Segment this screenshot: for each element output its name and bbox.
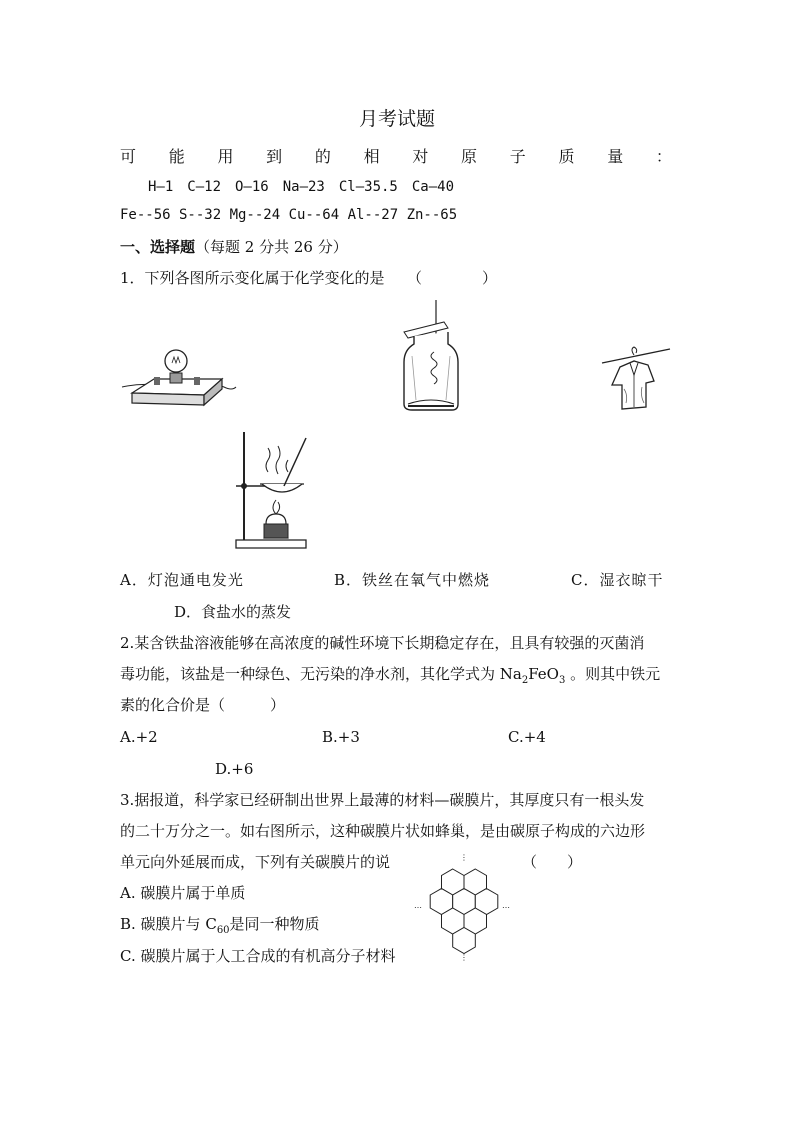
- q2-line2-prefix: 毒功能，该盐是一种绿色、无污染的净水剂，其化学式为 Na: [120, 665, 522, 683]
- evaporating-dish-on-burner-icon: [232, 428, 324, 552]
- q1-option-a: A．灯泡通电发光: [120, 571, 244, 589]
- atomic-masses-line1: H—1 C—12 O—16 Na—23 Cl—35.5 Ca—40: [148, 179, 455, 195]
- atomic-mass-label-char: 量: [607, 147, 624, 166]
- q2-option-b: B.+3: [322, 728, 360, 746]
- q3-option-a: A. 碳膜片属于单质: [120, 884, 246, 902]
- q3-line2: 的二十万分之一。如右图所示，这种碳膜片状如蜂巢，是由碳原子构成的六边形: [120, 822, 646, 840]
- q1-option-b: B．铁丝在氧气中燃烧: [334, 571, 491, 589]
- atomic-mass-label: [120, 144, 672, 167]
- iron-wire-in-oxygen-jar-icon: [398, 300, 464, 414]
- atomic-mass-label-char: 可: [120, 147, 137, 166]
- page-title: 月考试题: [358, 108, 435, 130]
- q2-formula-sub1: 2: [521, 675, 529, 686]
- q3-option-b: [120, 914, 320, 941]
- q2-line3: 素的化合价是（ ）: [120, 696, 286, 714]
- atomic-masses-line2: Fe--56 S--32 Mg--24 Cu--64 Al--27 Zn--65: [120, 207, 458, 223]
- q3-line3-right: （ ）: [522, 853, 583, 871]
- q3-option-c: C. 碳膜片属于人工合成的有机高分子材料: [120, 947, 396, 965]
- atomic-mass-label-char: 质: [558, 147, 575, 166]
- section-heading-bold: 一、选择题: [120, 238, 196, 256]
- q1-option-c: C．湿衣晾干: [571, 571, 664, 589]
- q2-option-c: C.+4: [508, 728, 546, 746]
- q3-line1: 3.据报道，科学家已经研制出世界上最薄的材料—碳膜片，其厚度只有一根头发: [120, 791, 645, 809]
- q2-line1: 2.某含铁盐溶液能够在高浓度的碱性环境下长期稳定存在，且具有较强的灭菌消: [120, 634, 645, 652]
- q3-option-b-prefix: B. 碳膜片与 C: [120, 915, 217, 933]
- light-bulb-circuit-icon: [120, 345, 240, 415]
- atomic-mass-label-char: 子: [509, 147, 526, 166]
- q1-stem: 1．下列各图所示变化属于化学变化的是 （ ）: [120, 269, 498, 287]
- svg-text:⋮: ⋮: [460, 853, 468, 862]
- atomic-mass-label-char: ：: [655, 147, 672, 166]
- atomic-mass-label-char: 到: [266, 147, 283, 166]
- q2-option-d: D.+6: [215, 760, 254, 778]
- carbon-honeycomb-icon: [412, 852, 516, 962]
- q3-option-b-suffix: 是同一种物质: [229, 915, 320, 933]
- svg-text:…: …: [502, 901, 510, 910]
- atomic-mass-label-char: 的: [314, 147, 331, 166]
- section-heading: [120, 237, 348, 257]
- section-heading-note: （每题 2 分共 26 分）: [195, 238, 348, 256]
- wet-clothes-on-line-icon: [600, 345, 672, 415]
- q3-c60-sub: 60: [216, 925, 230, 936]
- q3-line3-left: 单元向外延展而成，下列有关碳膜片的说: [120, 853, 391, 871]
- q2-option-a: A.+2: [120, 728, 158, 746]
- q2-line2: [120, 664, 660, 691]
- q2-line2-suffix: 。则其中铁元: [565, 665, 661, 683]
- atomic-mass-label-char: 用: [217, 147, 234, 166]
- atomic-mass-label-char: 原: [461, 147, 478, 166]
- q2-formula-mid: FeO: [528, 665, 559, 683]
- atomic-mass-label-char: 能: [168, 147, 185, 166]
- q1-option-d: D．食盐水的蒸发: [174, 603, 292, 621]
- svg-text:…: …: [414, 901, 422, 910]
- q2-formula-sub2: 3: [558, 675, 566, 686]
- atomic-mass-label-char: 对: [412, 147, 429, 166]
- atomic-mass-label-char: 相: [363, 147, 380, 166]
- svg-text:⋮: ⋮: [460, 953, 468, 962]
